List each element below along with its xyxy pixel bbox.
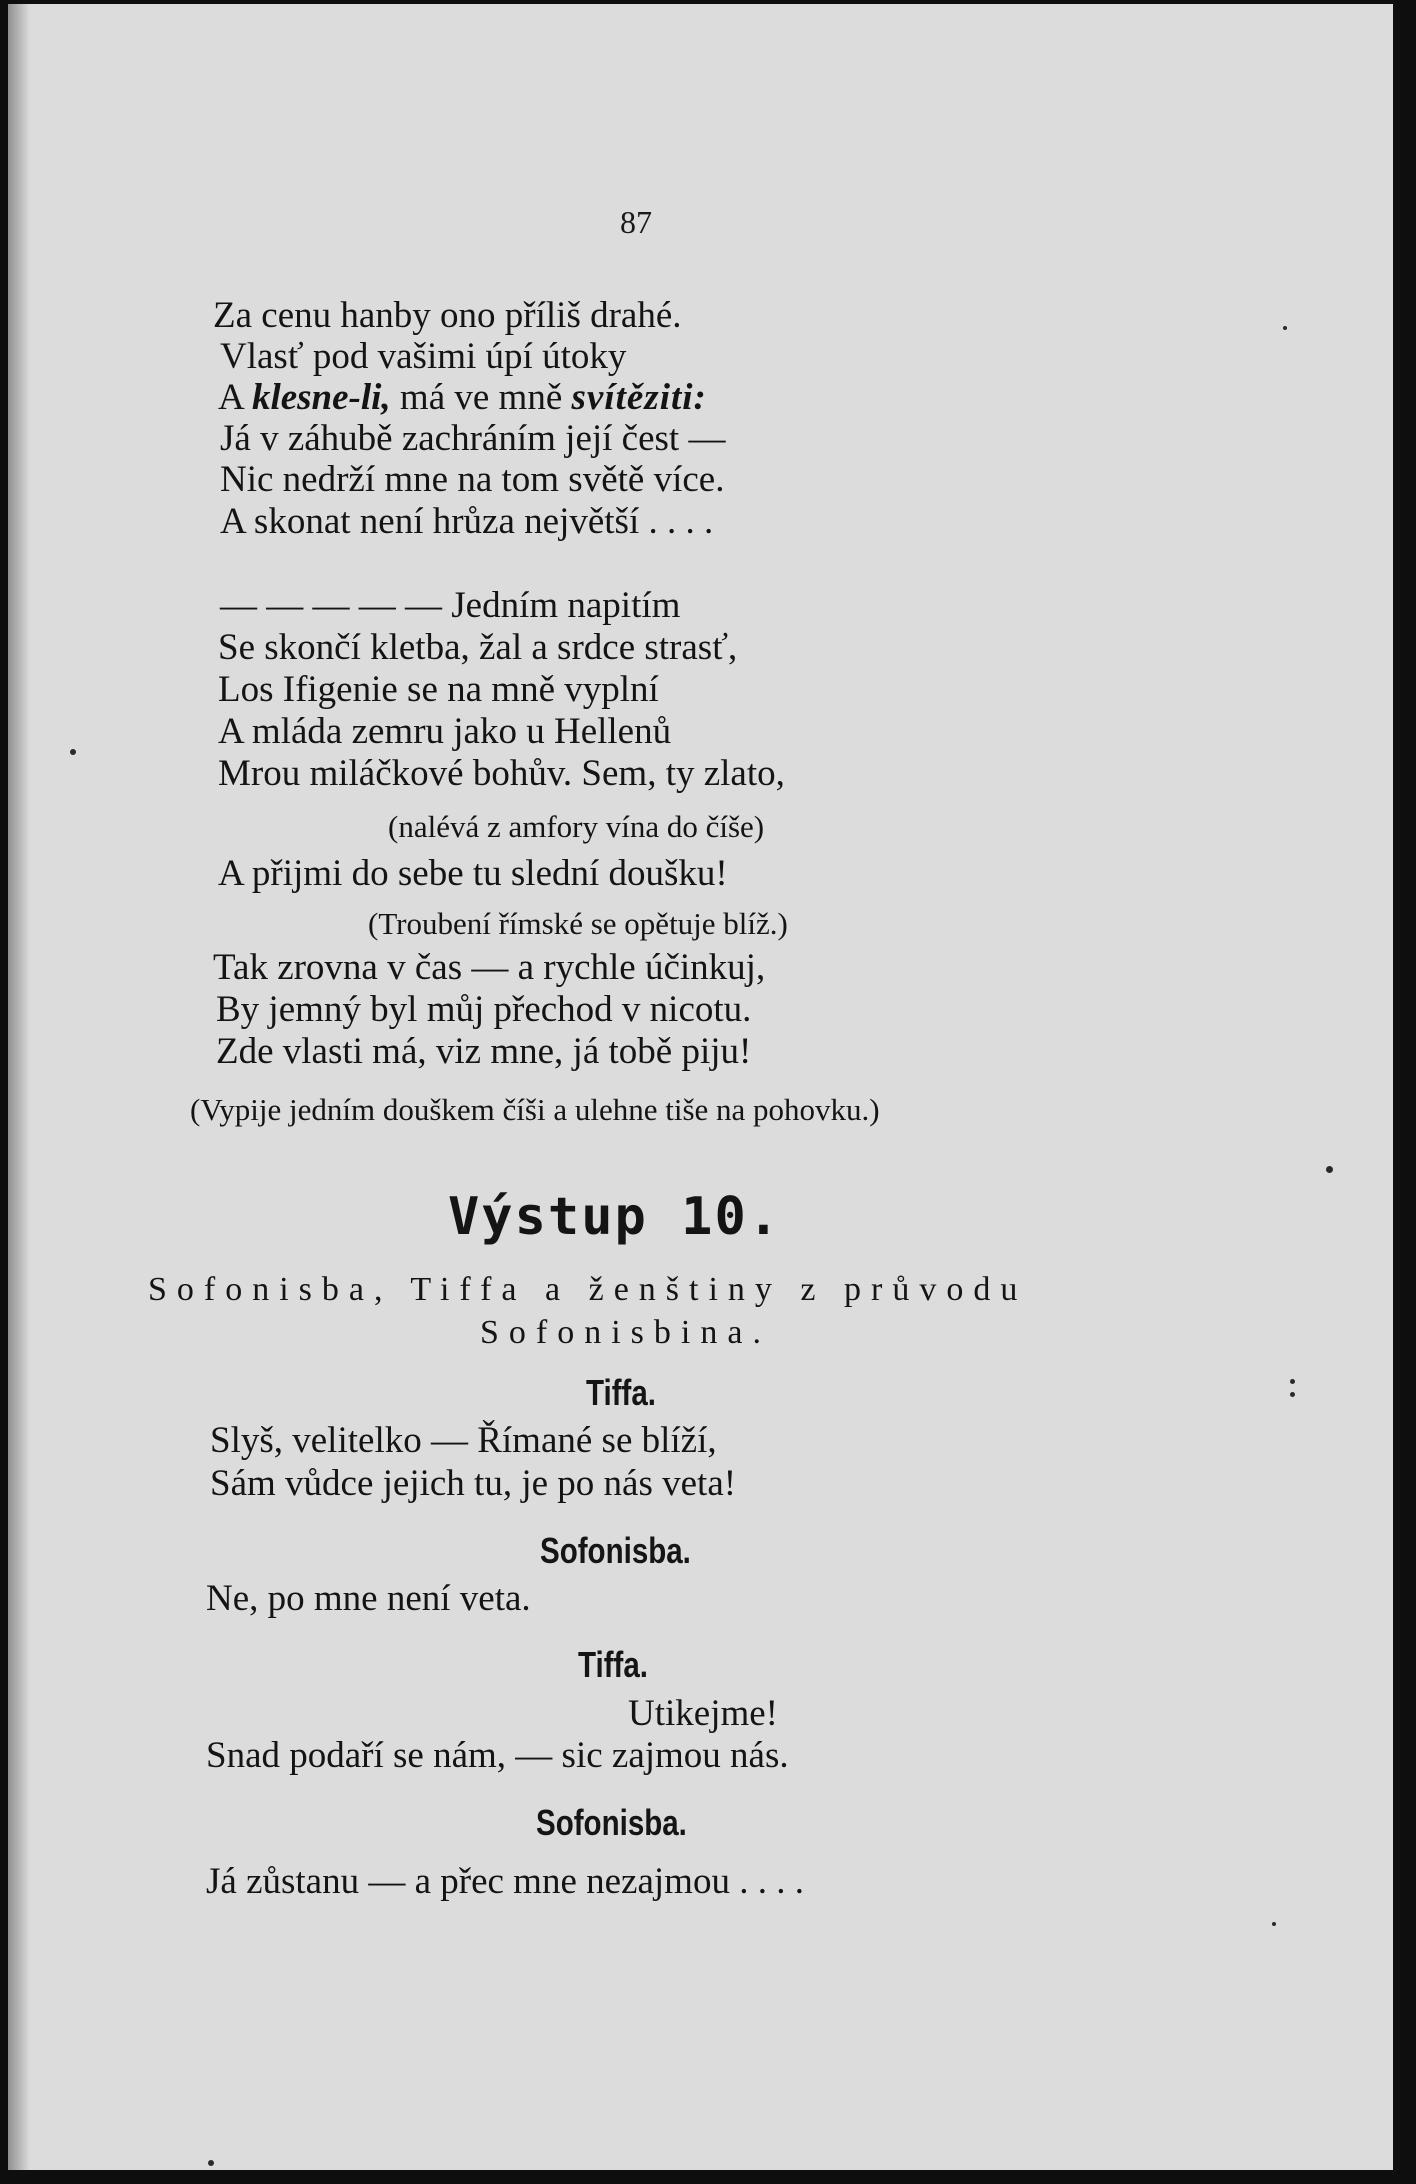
verse-line: Mrou miláčkové bohův. Sem, ty zlato, — [218, 753, 785, 794]
stage-direction: (nalévá z amfory vína do číše) — [388, 809, 765, 844]
verse-line — [218, 376, 707, 419]
paper-speck — [70, 749, 76, 755]
verse-line: Za cenu hanby ono příliš drahé. — [213, 295, 682, 336]
verse-line: Los Ifigenie se na mně vyplní — [218, 669, 659, 710]
verse-line: A skonat není hrůza největší . . . . — [220, 501, 714, 542]
speaker-name: Sofonisba. — [540, 1530, 691, 1571]
verse-line: Nic nedrží mne na tom světě více. — [220, 459, 725, 500]
dialogue-line: Ne, po mne není veta. — [206, 1578, 531, 1619]
verse-line: Já v záhubě zachráním její čest — — [220, 418, 726, 459]
speaker-name: Tiffa. — [586, 1372, 656, 1413]
verse-line: By jemný byl můj přechod v nicotu. — [216, 989, 752, 1030]
paper-speck — [1290, 1379, 1295, 1384]
dialogue-line: Já zůstanu — a přec mne nezajmou . . . . — [206, 1861, 804, 1902]
speaker-name: Sofonisba. — [536, 1802, 687, 1843]
paper-speck — [1290, 1392, 1295, 1397]
page-number: 87 — [620, 204, 652, 240]
stage-direction: (Vypije jedním douškem číši a ulehne tiše na pohovku.) — [190, 1092, 880, 1127]
paper-speck — [1326, 1166, 1333, 1173]
stage-direction: (Troubení římské se opětuje blíž.) — [368, 906, 788, 941]
paper-speck — [1272, 1922, 1276, 1926]
verse-segment: A — [218, 377, 252, 418]
dialogue-line: Utikejme! — [628, 1693, 779, 1734]
dialogue-line: Sám vůdce jejich tu, je po nás veta! — [210, 1463, 737, 1504]
verse-line: Vlasť pod vašimi úpí útoky — [220, 336, 627, 377]
verse-line: Se skončí kletba, žal a srdce strasť, — [218, 627, 738, 668]
cast-list: Sofonisba, Tiffa a ženštiny z průvodu — [148, 1271, 1028, 1308]
paper-speck — [208, 2160, 214, 2166]
page-edge-shadow — [8, 4, 30, 2170]
book-page — [8, 4, 1393, 2170]
verse-emphasis: svítěziti: — [571, 377, 707, 418]
verse-line: A mláda zemru jako u Hellenů — [218, 711, 672, 752]
verse-emphasis: klesne-li, — [251, 377, 391, 418]
scene-heading: Výstup 10. — [448, 1187, 782, 1247]
speaker-name: Tiffa. — [578, 1644, 648, 1685]
verse-segment: má ve mně — [390, 377, 572, 418]
cast-list: Sofonisbina. — [480, 1314, 771, 1351]
verse-line: A přijmi do sebe tu slední doušku! — [218, 853, 728, 894]
paper-speck — [1283, 326, 1287, 330]
verse-line: — — — — — Jedním napitím — [220, 585, 681, 626]
verse-line: Tak zrovna v čas — a rychle účinkuj, — [213, 947, 766, 988]
dialogue-line: Slyš, velitelko — Římané se blíží, — [210, 1420, 717, 1461]
dialogue-line: Snad podaří se nám, — sic zajmou nás. — [206, 1735, 789, 1776]
verse-line: Zde vlasti má, viz mne, já tobě piju! — [216, 1031, 752, 1072]
